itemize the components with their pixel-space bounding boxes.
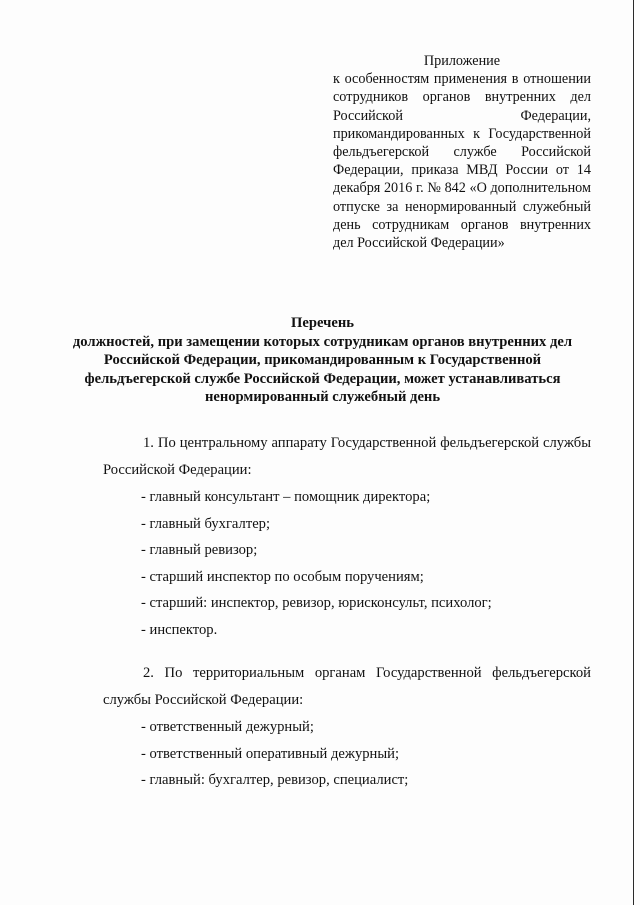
section-intro: 1. По центральному аппарату Государственной фельдъегерской службы Российской Федерации: [103,435,591,478]
page-edge-line [633,0,634,905]
heading-title: Перечень [291,315,354,331]
document-heading [60,314,585,407]
position-list [103,714,591,794]
list-item: - старший инспектор по особым поручениям; [141,568,424,585]
list-item: - инспектор. [141,621,218,638]
list-item: - главный консультант – помощник директора; [141,489,431,505]
position-list [103,484,591,644]
list-item: - ответственный оперативный дежурный; [141,745,400,762]
section-central-apparatus [103,430,591,644]
list-item: - главный бухгалтер; [141,515,271,532]
heading-subtitle: должностей, при замещении которых сотрудникам органов внутренних дел Российской Федерации, прикомандированным к Государственной фельдъегерской службе Российской Федерации, может устанавливаться ненормированный служебный день [72,333,573,406]
section-territorial-bodies [103,660,591,794]
appendix-block [333,52,591,252]
list-item: - старший: инспектор, ревизор, юрисконсульт, психолог; [141,595,492,612]
appendix-text: к особенностям применения в отношении сотрудников органов внутренних дел Российской Федерации, прикомандированных к Государственной фельдъегерской службе Российской Федерации, приказа МВД России от 14 декабря 2016 г. № 842 «О дополнительном отпуске за ненормированный служебный день сотрудникам органов внутренних дел Российской Федерации» [333,71,591,252]
appendix-title: Приложение [423,53,501,69]
section-intro: 2. По территориальным органам Государственной фельдъегерской службы Российской Федерации: [103,665,591,708]
list-item: - ответственный дежурный; [141,719,314,735]
list-item: - главный: бухгалтер, ревизор, специалист; [141,772,409,789]
list-item: - главный ревизор; [141,542,258,559]
